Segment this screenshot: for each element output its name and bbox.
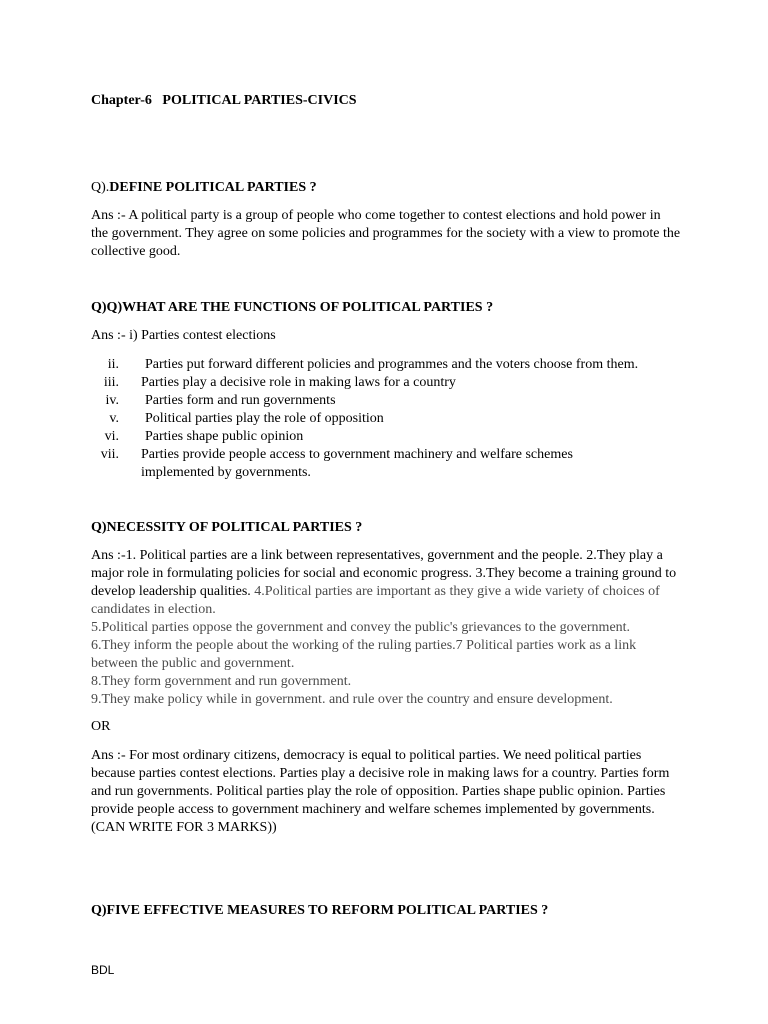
answer-necessity [91,547,681,709]
question-functions [91,300,493,316]
question-text: Q)NECESSITY OF POLITICAL PARTIES ? [91,520,363,535]
list-item-text: Parties provide people access to government machinery and welfare schemes implemented by governments. [141,447,573,480]
list-item-text: Parties play a decisive role in making laws for a country [141,375,456,390]
question-text: Q)Q)WHAT ARE THE FUNCTIONS OF POLITICAL PARTIES ? [91,300,494,315]
list-item [91,428,691,446]
list-item-number: ii. [107,357,119,372]
list-item-number: iii. [103,375,119,390]
list-item-number: vii. [100,447,119,462]
list-item [91,356,691,374]
answer-functions-intro: Ans :- i) Parties contest elections [91,328,276,343]
list-item-text: Political parties play the role of opposition [145,411,384,426]
answer-define: Ans :- A political party is a group of people who come together to contest elections and hold power in the government. They agree on some policies and programmes for the society with a view to promote the collective good. [91,208,681,259]
list-item [91,446,691,482]
answer-necessity-part2: 4.Political parties are important as they give a wide variety of choices of candidates in election. [91,584,660,617]
list-item-text: Parties shape public opinion [145,429,304,444]
question-define [91,180,317,196]
question-text: DEFINE POLITICAL PARTIES ? [109,180,317,195]
answer-necessity-alternate: Ans :- For most ordinary citizens, democracy is equal to political parties. We need political parties because parties contest elections. Parties play a decisive role in making laws for a country. Parties form and run governments. Political parties play the role of opposition. Parties shape public opinion. Parties provide people access to government machinery and welfare schemes implemented by governments. (CAN WRITE FOR 3 MARKS)) [91,748,670,835]
answer-necessity-line5: 5.Political parties oppose the government and convey the public's grievances to the government. [91,620,631,635]
list-item-text: Parties form and run governments [145,393,336,408]
list-item-number: vi. [104,429,119,444]
chapter-title: POLITICAL PARTIES-CIVICS [162,93,357,108]
answer-necessity-part1: Ans :-1. Political parties are a link between representatives, government and the people. 2.They play a major role in formulating policies for social and economic progress. 3.They become a training ground to develop leadership qualities. [91,548,677,599]
question-text: Q)FIVE EFFECTIVE MEASURES TO REFORM POLITICAL PARTIES ? [91,903,549,918]
answer-necessity-line8: 8.They form government and run government. [91,674,352,689]
list-item-text: Parties put forward different policies and programmes and the voters choose from them. [145,357,639,372]
answer-necessity-line9: 9.They make policy while in government. and rule over the country and ensure development. [91,692,613,707]
or-separator: OR [91,719,111,734]
functions-list [91,356,691,482]
question-prefix: Q). [91,180,110,195]
list-item [91,374,691,392]
list-item-number: v. [109,411,119,426]
page-footer: BDL [91,963,115,977]
question-reform [91,903,548,919]
list-item [91,410,691,428]
answer-necessity-line6: 6.They inform the people about the working of the ruling parties.7 Political parties work as a link between the public and government. [91,638,637,671]
list-item [91,392,691,410]
chapter-number: Chapter-6 [91,93,152,108]
list-item-number: iv. [105,393,119,408]
chapter-heading [91,93,357,109]
question-necessity [91,520,362,536]
